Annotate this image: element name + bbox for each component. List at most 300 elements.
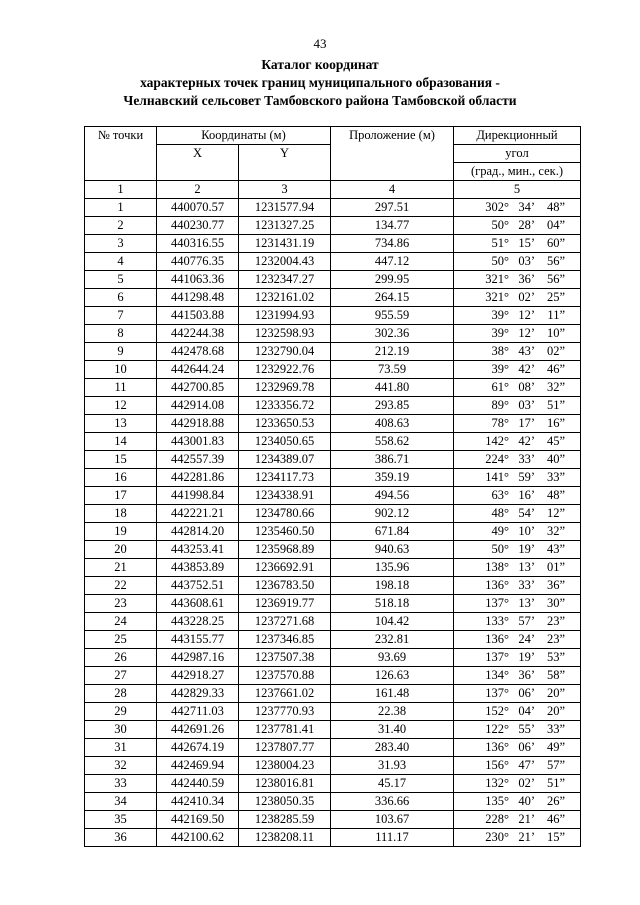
table-row xyxy=(85,379,581,397)
point-number: 33 xyxy=(85,775,157,793)
column-number: 5 xyxy=(454,181,581,199)
angle-minutes: 12’ xyxy=(518,308,535,322)
angle-degrees: 78° xyxy=(491,416,509,430)
angle-degrees: 136° xyxy=(485,632,509,646)
distance: 264.15 xyxy=(331,289,454,307)
coordinate-y: 1232790.04 xyxy=(239,343,331,361)
angle-seconds: 15” xyxy=(546,830,565,844)
coordinate-y: 1234050.65 xyxy=(239,433,331,451)
angle-seconds: 20” xyxy=(546,704,565,718)
angle-seconds: 23” xyxy=(546,632,565,646)
coordinate-x: 442410.34 xyxy=(157,793,239,811)
angle-seconds: 01” xyxy=(546,560,565,574)
point-number: 10 xyxy=(85,361,157,379)
angle-degrees: 134° xyxy=(485,668,509,682)
table-row xyxy=(85,523,581,541)
angle-seconds: 40” xyxy=(546,452,565,466)
angle-minutes: 03’ xyxy=(518,254,535,268)
angle-minutes: 42’ xyxy=(518,362,535,376)
point-number: 18 xyxy=(85,505,157,523)
coordinate-y: 1236783.50 xyxy=(239,577,331,595)
distance: 22.38 xyxy=(331,703,454,721)
direction-angle xyxy=(454,757,581,775)
angle-seconds: 02” xyxy=(546,344,565,358)
coordinate-y: 1232347.27 xyxy=(239,271,331,289)
distance: 135.96 xyxy=(331,559,454,577)
angle-degrees: 141° xyxy=(485,470,509,484)
angle-minutes: 24’ xyxy=(518,632,535,646)
direction-angle xyxy=(454,487,581,505)
coordinate-x: 442711.03 xyxy=(157,703,239,721)
angle-degrees: 50° xyxy=(491,218,509,232)
angle-degrees: 136° xyxy=(485,740,509,754)
coordinate-y: 1238050.35 xyxy=(239,793,331,811)
coordinate-y: 1231994.93 xyxy=(239,307,331,325)
angle-degrees: 50° xyxy=(491,254,509,268)
coordinate-y: 1238208.11 xyxy=(239,829,331,847)
angle-minutes: 04’ xyxy=(518,704,535,718)
coordinate-y: 1236919.77 xyxy=(239,595,331,613)
direction-angle xyxy=(454,649,581,667)
coordinate-x: 442557.39 xyxy=(157,451,239,469)
table-row xyxy=(85,343,581,361)
title-line-2: характерных точек границ муниципального образования - xyxy=(140,75,500,90)
table-row xyxy=(85,487,581,505)
angle-minutes: 02’ xyxy=(518,290,535,304)
column-number: 1 xyxy=(85,181,157,199)
coordinate-x: 442100.62 xyxy=(157,829,239,847)
coordinate-y: 1233650.53 xyxy=(239,415,331,433)
table-row xyxy=(85,325,581,343)
coordinate-x: 440776.35 xyxy=(157,253,239,271)
coordinate-y: 1235460.50 xyxy=(239,523,331,541)
angle-seconds: 46” xyxy=(546,362,565,376)
angle-degrees: 152° xyxy=(485,704,509,718)
header-x: X xyxy=(157,145,239,181)
coordinate-x: 443228.25 xyxy=(157,613,239,631)
angle-minutes: 36’ xyxy=(518,272,535,286)
point-number: 35 xyxy=(85,811,157,829)
point-number: 19 xyxy=(85,523,157,541)
distance: 302.36 xyxy=(331,325,454,343)
coordinate-y: 1237271.68 xyxy=(239,613,331,631)
direction-angle xyxy=(454,289,581,307)
point-number: 23 xyxy=(85,595,157,613)
angle-minutes: 36’ xyxy=(518,668,535,682)
point-number: 4 xyxy=(85,253,157,271)
coordinate-y: 1232598.93 xyxy=(239,325,331,343)
distance: 297.51 xyxy=(331,199,454,217)
table-row xyxy=(85,199,581,217)
coordinate-x: 441063.36 xyxy=(157,271,239,289)
coordinate-y: 1231431.19 xyxy=(239,235,331,253)
title-line-3: Челнавский сельсовет Тамбовского района Тамбовской области xyxy=(123,93,517,108)
direction-angle xyxy=(454,217,581,235)
coordinate-y: 1237781.41 xyxy=(239,721,331,739)
header-distance: Проложение (м) xyxy=(331,127,454,181)
angle-seconds: 45” xyxy=(546,434,565,448)
angle-seconds: 33” xyxy=(546,470,565,484)
angle-seconds: 51” xyxy=(546,776,565,790)
distance: 408.63 xyxy=(331,415,454,433)
coordinate-y: 1237507.38 xyxy=(239,649,331,667)
table-row xyxy=(85,793,581,811)
angle-seconds: 32” xyxy=(546,524,565,538)
distance: 558.62 xyxy=(331,433,454,451)
coordinate-y: 1234780.66 xyxy=(239,505,331,523)
angle-degrees: 136° xyxy=(485,578,509,592)
angle-degrees: 39° xyxy=(491,308,509,322)
angle-seconds: 48” xyxy=(546,200,565,214)
direction-angle xyxy=(454,325,581,343)
distance: 232.81 xyxy=(331,631,454,649)
point-number: 17 xyxy=(85,487,157,505)
distance: 518.18 xyxy=(331,595,454,613)
header-point-number: № точки xyxy=(85,127,157,181)
coordinate-x: 443608.61 xyxy=(157,595,239,613)
distance: 734.86 xyxy=(331,235,454,253)
angle-minutes: 57’ xyxy=(518,614,535,628)
distance: 103.67 xyxy=(331,811,454,829)
distance: 359.19 xyxy=(331,469,454,487)
distance: 902.12 xyxy=(331,505,454,523)
point-number: 29 xyxy=(85,703,157,721)
point-number: 14 xyxy=(85,433,157,451)
distance: 161.48 xyxy=(331,685,454,703)
angle-degrees: 135° xyxy=(485,794,509,808)
coordinate-x: 442674.19 xyxy=(157,739,239,757)
angle-degrees: 61° xyxy=(491,380,509,394)
angle-degrees: 321° xyxy=(485,272,509,286)
point-number: 20 xyxy=(85,541,157,559)
table-row xyxy=(85,451,581,469)
coordinate-x: 442814.20 xyxy=(157,523,239,541)
direction-angle xyxy=(454,829,581,847)
direction-angle xyxy=(454,523,581,541)
point-number: 15 xyxy=(85,451,157,469)
point-number: 3 xyxy=(85,235,157,253)
distance: 293.85 xyxy=(331,397,454,415)
point-number: 34 xyxy=(85,793,157,811)
angle-seconds: 48” xyxy=(546,488,565,502)
table-row xyxy=(85,217,581,235)
angle-degrees: 321° xyxy=(485,290,509,304)
table-row xyxy=(85,559,581,577)
coordinate-y: 1235968.89 xyxy=(239,541,331,559)
distance: 45.17 xyxy=(331,775,454,793)
distance: 31.93 xyxy=(331,757,454,775)
angle-seconds: 32” xyxy=(546,380,565,394)
table-row xyxy=(85,649,581,667)
coordinate-x: 442281.86 xyxy=(157,469,239,487)
angle-minutes: 34’ xyxy=(518,200,535,214)
angle-minutes: 54’ xyxy=(518,506,535,520)
coordinate-y: 1231577.94 xyxy=(239,199,331,217)
direction-angle xyxy=(454,397,581,415)
angle-seconds: 20” xyxy=(546,686,565,700)
point-number: 11 xyxy=(85,379,157,397)
angle-seconds: 11” xyxy=(547,308,565,322)
coordinate-catalog-table xyxy=(84,126,581,847)
direction-angle xyxy=(454,307,581,325)
point-number: 12 xyxy=(85,397,157,415)
table-row xyxy=(85,829,581,847)
direction-angle xyxy=(454,235,581,253)
coordinate-y: 1231327.25 xyxy=(239,217,331,235)
distance: 111.17 xyxy=(331,829,454,847)
direction-angle xyxy=(454,451,581,469)
direction-angle xyxy=(454,559,581,577)
direction-angle xyxy=(454,199,581,217)
angle-degrees: 138° xyxy=(485,560,509,574)
point-number: 28 xyxy=(85,685,157,703)
distance: 126.63 xyxy=(331,667,454,685)
point-number: 7 xyxy=(85,307,157,325)
coordinate-x: 442914.08 xyxy=(157,397,239,415)
point-number: 6 xyxy=(85,289,157,307)
coordinate-y: 1238285.59 xyxy=(239,811,331,829)
angle-minutes: 21’ xyxy=(518,812,535,826)
angle-degrees: 230° xyxy=(485,830,509,844)
table-row xyxy=(85,775,581,793)
direction-angle xyxy=(454,739,581,757)
angle-minutes: 12’ xyxy=(518,326,535,340)
angle-seconds: 30” xyxy=(546,596,565,610)
angle-seconds: 12” xyxy=(546,506,565,520)
angle-minutes: 13’ xyxy=(518,596,535,610)
table-header xyxy=(85,127,581,199)
angle-seconds: 57” xyxy=(546,758,565,772)
angle-seconds: 46” xyxy=(546,812,565,826)
document-title xyxy=(0,56,640,110)
angle-minutes: 19’ xyxy=(518,542,535,556)
distance: 198.18 xyxy=(331,577,454,595)
point-number: 32 xyxy=(85,757,157,775)
angle-minutes: 33’ xyxy=(518,452,535,466)
point-number: 31 xyxy=(85,739,157,757)
table-row xyxy=(85,739,581,757)
distance: 955.59 xyxy=(331,307,454,325)
header-direction-line-1: Дирекционный xyxy=(454,127,581,145)
angle-degrees: 48° xyxy=(491,506,509,520)
direction-angle xyxy=(454,505,581,523)
coordinate-x: 442478.68 xyxy=(157,343,239,361)
point-number: 36 xyxy=(85,829,157,847)
direction-angle xyxy=(454,595,581,613)
table-row xyxy=(85,289,581,307)
table-row xyxy=(85,595,581,613)
angle-seconds: 23” xyxy=(546,614,565,628)
coordinate-y: 1237346.85 xyxy=(239,631,331,649)
direction-angle xyxy=(454,775,581,793)
coordinate-x: 442169.50 xyxy=(157,811,239,829)
distance: 73.59 xyxy=(331,361,454,379)
coordinate-x: 440316.55 xyxy=(157,235,239,253)
coordinate-x: 440070.57 xyxy=(157,199,239,217)
coordinate-x: 441998.84 xyxy=(157,487,239,505)
distance: 671.84 xyxy=(331,523,454,541)
coordinate-y: 1237661.02 xyxy=(239,685,331,703)
point-number: 22 xyxy=(85,577,157,595)
angle-degrees: 228° xyxy=(485,812,509,826)
direction-angle xyxy=(454,631,581,649)
table-row xyxy=(85,613,581,631)
distance: 104.42 xyxy=(331,613,454,631)
direction-angle xyxy=(454,469,581,487)
direction-angle xyxy=(454,379,581,397)
angle-minutes: 10’ xyxy=(518,524,535,538)
coordinate-x: 442987.16 xyxy=(157,649,239,667)
coordinate-x: 442918.27 xyxy=(157,667,239,685)
distance: 940.63 xyxy=(331,541,454,559)
coordinate-x: 443001.83 xyxy=(157,433,239,451)
coordinate-x: 442221.21 xyxy=(157,505,239,523)
column-number: 3 xyxy=(239,181,331,199)
point-number: 16 xyxy=(85,469,157,487)
angle-minutes: 13’ xyxy=(518,560,535,574)
point-number: 5 xyxy=(85,271,157,289)
coordinate-x: 443155.77 xyxy=(157,631,239,649)
angle-seconds: 56” xyxy=(546,272,565,286)
coordinate-x: 442691.26 xyxy=(157,721,239,739)
angle-degrees: 39° xyxy=(491,326,509,340)
angle-seconds: 16” xyxy=(546,416,565,430)
table-row xyxy=(85,469,581,487)
point-number: 13 xyxy=(85,415,157,433)
direction-angle xyxy=(454,253,581,271)
direction-angle xyxy=(454,433,581,451)
distance: 299.95 xyxy=(331,271,454,289)
angle-minutes: 21’ xyxy=(518,830,535,844)
coordinate-y: 1232004.43 xyxy=(239,253,331,271)
distance: 283.40 xyxy=(331,739,454,757)
angle-seconds: 51” xyxy=(546,398,565,412)
angle-minutes: 16’ xyxy=(518,488,535,502)
angle-minutes: 55’ xyxy=(518,722,535,736)
coordinate-y: 1234389.07 xyxy=(239,451,331,469)
angle-degrees: 137° xyxy=(485,686,509,700)
angle-degrees: 302° xyxy=(485,200,509,214)
angle-seconds: 53” xyxy=(546,650,565,664)
distance: 494.56 xyxy=(331,487,454,505)
table-row xyxy=(85,271,581,289)
coordinate-y: 1238016.81 xyxy=(239,775,331,793)
angle-degrees: 122° xyxy=(485,722,509,736)
table-row xyxy=(85,307,581,325)
table-row xyxy=(85,253,581,271)
direction-angle xyxy=(454,667,581,685)
angle-seconds: 56” xyxy=(546,254,565,268)
angle-degrees: 137° xyxy=(485,650,509,664)
coordinate-x: 441298.48 xyxy=(157,289,239,307)
angle-seconds: 60” xyxy=(546,236,565,250)
angle-degrees: 224° xyxy=(485,452,509,466)
distance: 386.71 xyxy=(331,451,454,469)
table-row xyxy=(85,685,581,703)
header-coordinates: Координаты (м) xyxy=(157,127,331,145)
coordinate-x: 442244.38 xyxy=(157,325,239,343)
angle-minutes: 28’ xyxy=(518,218,535,232)
distance: 336.66 xyxy=(331,793,454,811)
distance: 447.12 xyxy=(331,253,454,271)
direction-angle xyxy=(454,811,581,829)
angle-minutes: 17’ xyxy=(518,416,535,430)
point-number: 1 xyxy=(85,199,157,217)
header-direction-line-3: (град., мин., сек.) xyxy=(454,163,581,181)
point-number: 27 xyxy=(85,667,157,685)
direction-angle xyxy=(454,271,581,289)
coordinate-y: 1232161.02 xyxy=(239,289,331,307)
table-row xyxy=(85,235,581,253)
point-number: 30 xyxy=(85,721,157,739)
distance: 212.19 xyxy=(331,343,454,361)
page-number: 43 xyxy=(313,36,327,51)
angle-seconds: 10” xyxy=(546,326,565,340)
angle-degrees: 133° xyxy=(485,614,509,628)
coordinate-y: 1234338.91 xyxy=(239,487,331,505)
column-number: 2 xyxy=(157,181,239,199)
distance: 134.77 xyxy=(331,217,454,235)
coordinate-y: 1232969.78 xyxy=(239,379,331,397)
header-direction-line-2: угол xyxy=(454,145,581,163)
angle-minutes: 08’ xyxy=(518,380,535,394)
angle-degrees: 132° xyxy=(485,776,509,790)
table-row xyxy=(85,415,581,433)
coordinate-x: 442918.88 xyxy=(157,415,239,433)
angle-degrees: 137° xyxy=(485,596,509,610)
coordinate-x: 442469.94 xyxy=(157,757,239,775)
point-number: 21 xyxy=(85,559,157,577)
angle-minutes: 33’ xyxy=(518,578,535,592)
direction-angle xyxy=(454,793,581,811)
angle-seconds: 43” xyxy=(546,542,565,556)
table-row xyxy=(85,703,581,721)
angle-degrees: 38° xyxy=(491,344,509,358)
direction-angle xyxy=(454,685,581,703)
angle-seconds: 26” xyxy=(546,794,565,808)
angle-degrees: 51° xyxy=(491,236,509,250)
table-row xyxy=(85,361,581,379)
point-number: 9 xyxy=(85,343,157,361)
column-number-row xyxy=(85,181,581,199)
angle-minutes: 03’ xyxy=(518,398,535,412)
distance: 31.40 xyxy=(331,721,454,739)
angle-degrees: 89° xyxy=(491,398,509,412)
angle-seconds: 33” xyxy=(546,722,565,736)
coordinate-y: 1237770.93 xyxy=(239,703,331,721)
table-row xyxy=(85,721,581,739)
angle-degrees: 156° xyxy=(485,758,509,772)
direction-angle xyxy=(454,703,581,721)
angle-degrees: 39° xyxy=(491,362,509,376)
angle-seconds: 49” xyxy=(546,740,565,754)
table-row xyxy=(85,757,581,775)
angle-minutes: 06’ xyxy=(518,686,535,700)
column-number: 4 xyxy=(331,181,454,199)
angle-seconds: 25” xyxy=(546,290,565,304)
angle-minutes: 59’ xyxy=(518,470,535,484)
point-number: 8 xyxy=(85,325,157,343)
coordinate-y: 1236692.91 xyxy=(239,559,331,577)
table-row xyxy=(85,397,581,415)
table-row xyxy=(85,505,581,523)
point-number: 2 xyxy=(85,217,157,235)
coordinate-y: 1238004.23 xyxy=(239,757,331,775)
direction-angle xyxy=(454,721,581,739)
angle-minutes: 40’ xyxy=(518,794,535,808)
coordinate-x: 441503.88 xyxy=(157,307,239,325)
angle-seconds: 04” xyxy=(546,218,565,232)
